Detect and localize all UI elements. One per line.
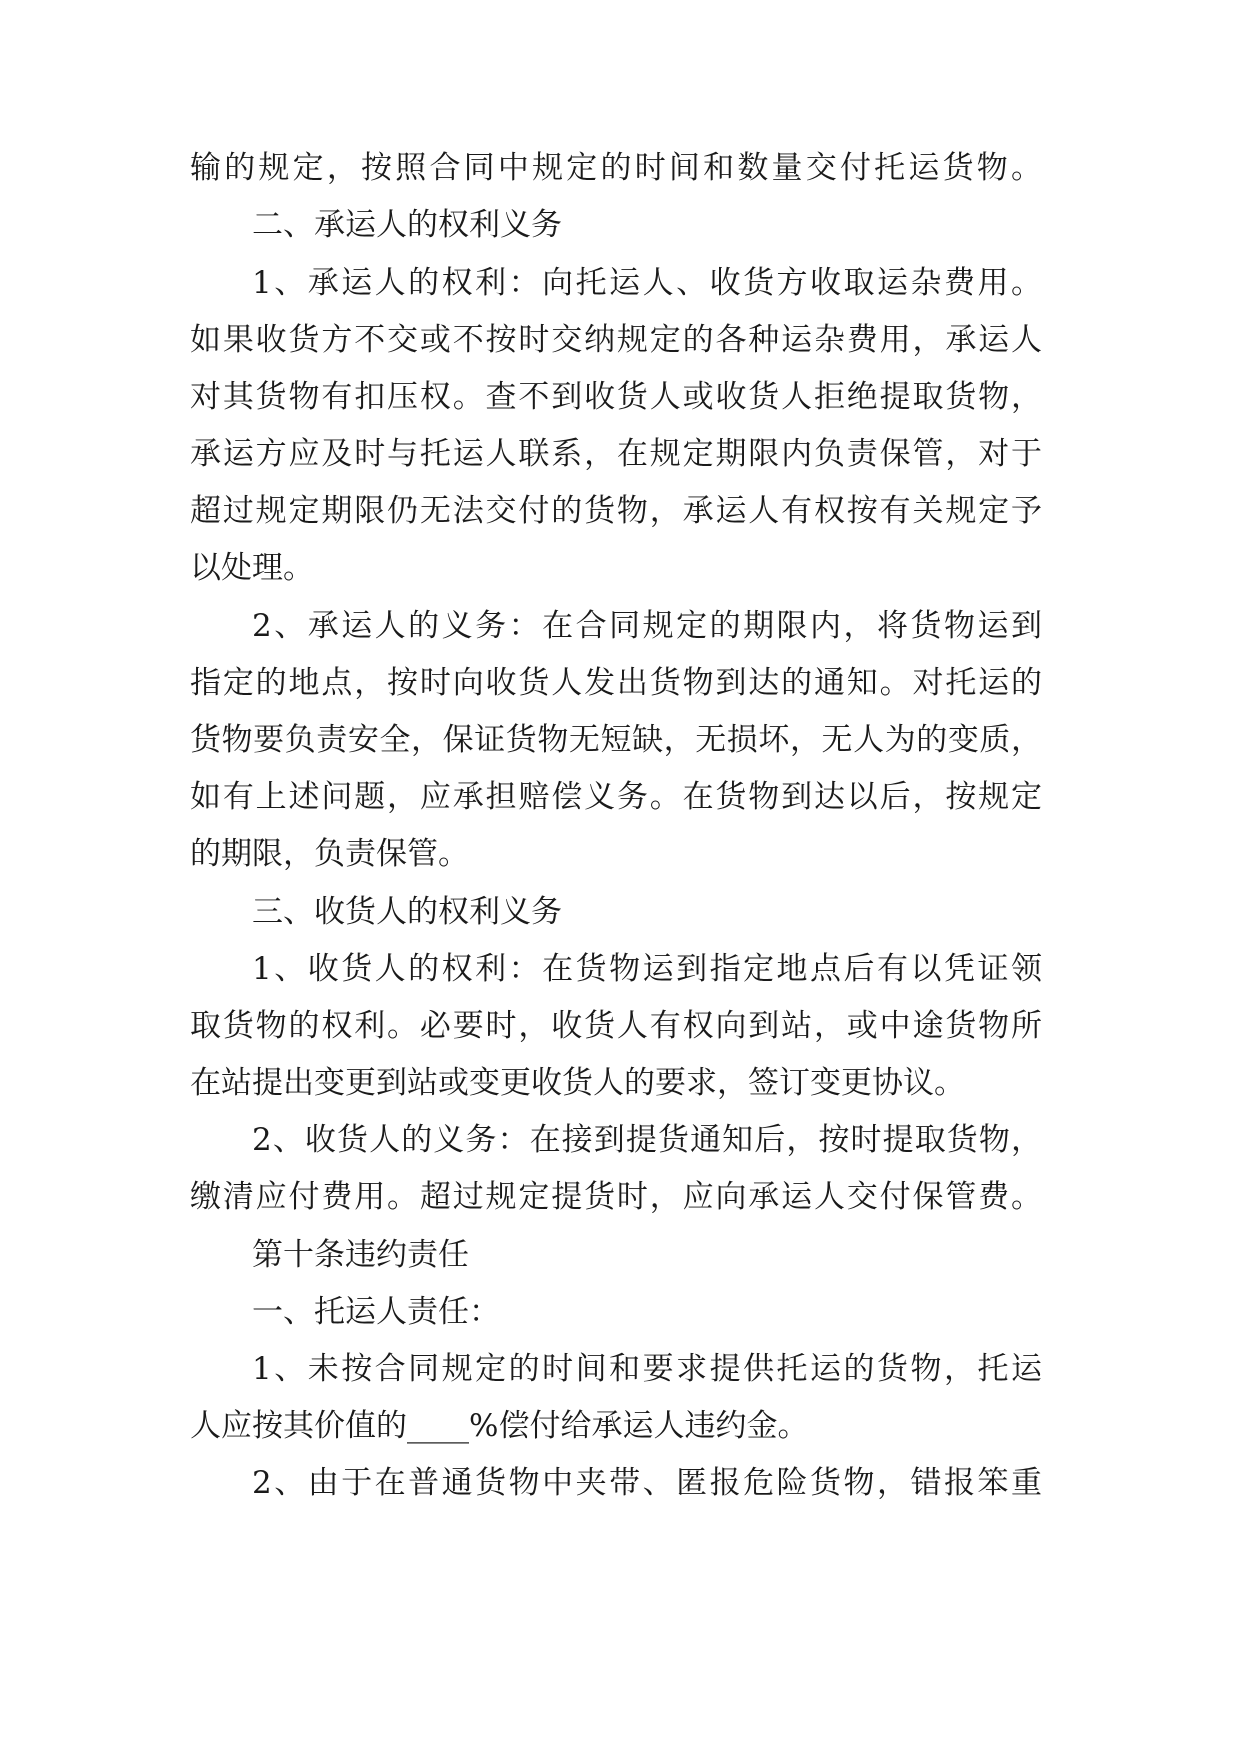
paragraph-line: 的期限，负责保管。 — [190, 836, 469, 872]
paragraph-line: 超过规定期限仍无法交付的货物，承运人有权按有关规定予 — [190, 493, 1042, 529]
paragraph-line: 指定的地点，按时向收货人发出货物到达的通知。对托运的 — [190, 665, 1042, 701]
section-heading: 三、收货人的权利义务 — [252, 894, 562, 930]
paragraph-line: 2、收货人的义务：在接到提货通知后，按时提取货物， — [252, 1122, 1042, 1158]
paragraph-line: 如有上述问题，应承担赔偿义务。在货物到达以后，按规定 — [190, 779, 1042, 815]
paragraph-line: 1、承运人的权利：向托运人、收货方收取运杂费用。 — [252, 265, 1042, 301]
paragraph-line: 承运方应及时与托运人联系，在规定期限内负责保管，对于 — [190, 436, 1042, 472]
paragraph-line: 货物要负责安全，保证货物无短缺，无损坏，无人为的变质， — [190, 722, 1042, 758]
article-heading: 第十条违约责任 — [252, 1237, 469, 1273]
paragraph-line: 缴清应付费用。超过规定提货时，应向承运人交付保管费。 — [190, 1179, 1042, 1215]
paragraph-line: 2、由于在普通货物中夹带、匿报危险货物，错报笨重 — [252, 1465, 1042, 1501]
paragraph-line: 1、收货人的权利：在货物运到指定地点后有以凭证领 — [252, 951, 1042, 987]
paragraph-line: 在站提出变更到站或变更收货人的要求，签订变更协议。 — [190, 1065, 965, 1101]
paragraph-line: 对其货物有扣压权。查不到收货人或收货人拒绝提取货物， — [190, 379, 1042, 415]
paragraph-line: 如果收货方不交或不按时交纳规定的各种运杂费用，承运人 — [190, 322, 1042, 358]
paragraph-line: 1、未按合同规定的时间和要求提供托运的货物，托运 — [252, 1351, 1042, 1387]
paragraph-line: 输的规定，按照合同中规定的时间和数量交付托运货物。 — [190, 150, 1042, 186]
section-heading: 一、托运人责任： — [252, 1294, 500, 1330]
paragraph-line: 2、承运人的义务：在合同规定的期限内，将货物运到 — [252, 608, 1042, 644]
section-heading: 二、承运人的权利义务 — [252, 207, 562, 243]
paragraph-line: 取货物的权利。必要时，收货人有权向到站，或中途货物所 — [190, 1008, 1042, 1044]
paragraph-line: 以处理。 — [190, 550, 314, 586]
paragraph-line: 人应按其价值的____%偿付给承运人违约金。 — [190, 1408, 809, 1444]
